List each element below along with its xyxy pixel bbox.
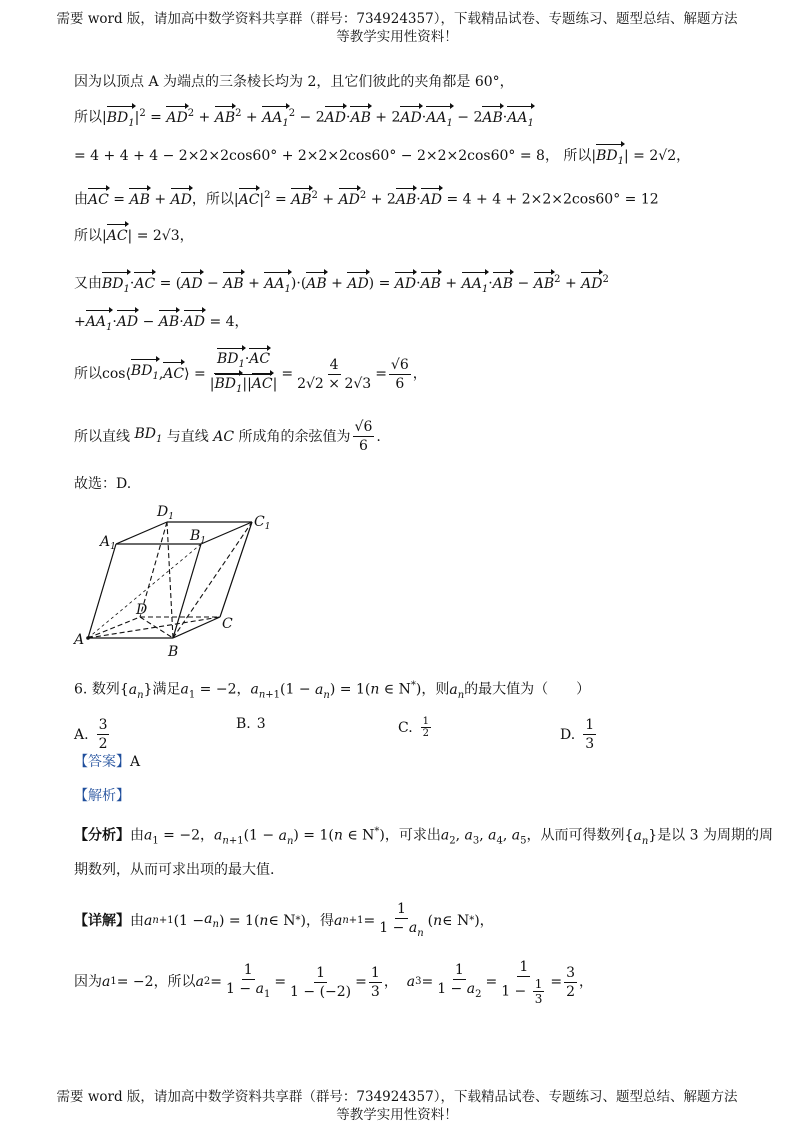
option-a[interactable] bbox=[74, 716, 111, 753]
eq-dot-product: 又由$BD_1\cdot AC = (AD$ − AB + $AA_1)\cdot(AB + AD) = AD\cdot AB + AA_1\cdot AB - AB^2 + AD^2$ bbox=[74, 270, 609, 299]
option-a-fraction: $\frac{3}{2}$ bbox=[98, 717, 108, 752]
header-line-2: 等教学实用性资料！ bbox=[336, 29, 458, 45]
parallelepiped-figure bbox=[60, 500, 290, 660]
fraction-cos-def: $\frac{BD_1\cdot AC}{|BD_1||AC|}$ bbox=[208, 350, 280, 399]
text-then: ，则 bbox=[421, 681, 450, 698]
label-a1: $A_1$ bbox=[100, 534, 116, 552]
label-b: B bbox=[168, 644, 179, 660]
text-so: 所以 bbox=[74, 109, 102, 126]
fraction-a3-calc: 1 1 − $\frac{1}{3}$ bbox=[501, 959, 543, 1006]
question-number: 6. bbox=[74, 681, 88, 698]
label-c: C bbox=[222, 616, 233, 632]
text-by: 由 bbox=[130, 827, 144, 844]
fraction-a2-def: $\frac{1}{1 - a_1}$ bbox=[226, 961, 271, 1000]
option-b[interactable] bbox=[236, 716, 266, 732]
fraction-cos-result: $\frac{√6}{6}$ bbox=[390, 356, 409, 392]
fraction-a2-calc: $\frac{1}{1 - (-2)}$ bbox=[290, 964, 352, 1000]
footer-line-2: 等教学实用性资料！ bbox=[336, 1107, 458, 1123]
conclusion: 所以直线 $BD_1$ 与直线 AC 所成角的余弦值为 $\frac{√6}{6}$ . bbox=[74, 419, 381, 454]
text-by: 由 bbox=[74, 191, 88, 208]
eq-ac-squared: 由AC = AB + AD，所以$|AC|^2 = AB^2 + AD^2 + 2AB\cdot AD = 4 + 4 + 2\times 2\times 2\cos 60^\circ = 12$ bbox=[74, 190, 659, 208]
eq-bd1-value: = 4 + 4 + 4 − 2×2×2cos60° + 2×2×2cos60° − 2×2×2cos60° = 8， 所以$|BD_1| = 2√2$， bbox=[74, 146, 690, 172]
xiangjie-line-2: 因为 a 1 = −2 ，所以 a 2 = $\frac{1}{1 - a_1}$ = $\frac{1}{1 - (-2)}$ = $\frac{1}{3}$ ， a 3 = $\frac{1}{1 - a_2}$ = 1 1 − $\frac{1}{3}$ = $\frac{3}{2}$ ， bbox=[74, 959, 594, 1006]
text-so: ，所以 bbox=[191, 191, 234, 208]
text-with-line: 与直线 bbox=[166, 428, 209, 445]
option-label: A. bbox=[74, 726, 89, 743]
xiangjie-tag: 【详解】 bbox=[74, 913, 130, 930]
option-c[interactable] bbox=[398, 716, 433, 739]
answer-line bbox=[74, 752, 140, 772]
eq-equals-4: = 4， bbox=[209, 314, 249, 330]
text-thus-sequence: ，从而可得数列 bbox=[526, 827, 625, 844]
fraction-cos-calc: $\frac{4}{2√2 \times 2√3}$ bbox=[297, 356, 372, 392]
fraction-a2-result: $\frac{1}{3}$ bbox=[370, 964, 380, 1000]
label-c1: $C_1$ bbox=[254, 514, 271, 532]
text-so: ，所以 bbox=[153, 974, 196, 990]
eq-dot-product-cont: $+AA_1\cdot AD - AB\cdot AD = 4$， bbox=[74, 312, 249, 338]
eq-cos: 所以 cos⟨ $BD_1$ , AC ⟩ = $\frac{BD_1\cdot AC}{|BD_1||AC|}$ = $\frac{4}{2√2 \times 2√3}$ = $\frac{√6}{6}$ ， bbox=[74, 350, 427, 399]
page-header bbox=[0, 10, 794, 46]
label-b1: $B_1$ bbox=[190, 528, 207, 546]
option-c-fraction: $\frac{1}{2}$ bbox=[422, 716, 430, 739]
page-footer bbox=[0, 1088, 794, 1124]
option-b-value: 3 bbox=[256, 716, 266, 732]
text-sequence: 数列 bbox=[91, 681, 120, 698]
fenxi-tag: 【分析】 bbox=[74, 827, 130, 844]
answer-tag: 【答案】 bbox=[74, 754, 130, 770]
eq-bd1-calc: = 4 + 4 + 4 − 2×2×2cos60° + 2×2×2cos60° − 2×2×2cos60° = 8， bbox=[74, 148, 559, 164]
option-d[interactable] bbox=[560, 716, 598, 753]
fraction-a3-def: $\frac{1}{1 - a_2}$ bbox=[437, 961, 482, 1000]
text-by: 由 bbox=[130, 913, 144, 930]
xiangjie-line-1: 【详解】 由 a n+1 (1 − $a_n$ ) = 1( n ∈ N * ) ，得 a n+1 = $\frac{1}{1 - a_n}$ ( n ∈ N * )， bbox=[74, 900, 494, 943]
analysis-tag: 【解析】 bbox=[74, 788, 130, 804]
fraction-recurrence: $\frac{1}{1 - a_n}$ bbox=[379, 901, 424, 939]
text-so: 所以 bbox=[74, 366, 102, 383]
text-can-find: ，可求出 bbox=[384, 827, 441, 844]
option-d-fraction: $\frac{1}{3}$ bbox=[585, 717, 595, 752]
option-label: C. bbox=[398, 719, 413, 736]
text-because: 因为 bbox=[74, 974, 102, 990]
fenxi-line-2: 期数列，从而可求出项的最大值. bbox=[74, 862, 275, 878]
text-satisfies: 满足 bbox=[152, 681, 181, 698]
choice-line: 故选：D. bbox=[74, 476, 132, 492]
text-so: 所以 bbox=[74, 228, 102, 244]
fenxi-line-1: 【分析】由$a_1 = -2$，$a_{n+1}(1 - a_n) = 1(n$ ∈ N*)，可求出$a_2$, $a_3$, $a_4$, $a_5$，从而可得数列$\{a_n\}$是以 3 为周期的周 bbox=[74, 826, 773, 847]
option-label: B. bbox=[236, 716, 251, 732]
question-6-stem: 6. 数列$\{a_n\}$满足$a_1 = -2$，$a_{n+1}(1 - a_n) = 1(n$ ∈ N*)，则$a_n$的最大值为（ ） bbox=[74, 680, 591, 701]
answer-value: A bbox=[130, 754, 141, 770]
footer-line-1: 需要 word 版，请加高中数学资料共享群（群号：734924357），下载精品试卷、专题练习、题型总结、解题方法 bbox=[56, 1089, 738, 1105]
solution-intro: 因为以顶点 A 为端点的三条棱长均为 2，且它们彼此的夹角都是 60°， bbox=[74, 74, 514, 90]
eq-ac-value: 所以|AC| = 2√3， bbox=[74, 228, 194, 244]
eq-ac-calc: = 4 + 4 + 2×2×2cos60° = 12 bbox=[446, 191, 659, 208]
text-conclusion-pre: 所以直线 bbox=[74, 428, 130, 445]
label-d1: $D_1$ bbox=[157, 504, 174, 522]
text-so: 所以 bbox=[563, 148, 592, 164]
eq-bd1-squared: 所以$|BD_1|^2 = AD^2 + AB^2 + AA_1^2 - 2AD\cdot AB + 2AD\cdot AA_1 - 2AB\cdot AA_1$ bbox=[74, 104, 534, 133]
text-also: 又由 bbox=[74, 275, 102, 292]
header-line-1: 需要 word 版，请加高中数学资料共享群（群号：734924357），下载精品试卷、专题练习、题型总结、解题方法 bbox=[56, 11, 738, 27]
text-period: 是以 3 为周期的周 bbox=[657, 827, 773, 844]
text-get: ，得 bbox=[305, 913, 334, 930]
label-a: A bbox=[74, 632, 85, 648]
text-cos-value: 所成角的余弦值为 bbox=[238, 428, 351, 445]
text-max-value: 的最大值为（ ） bbox=[464, 681, 591, 698]
option-label: D. bbox=[560, 726, 576, 743]
fraction-a3-result: $\frac{3}{2}$ bbox=[566, 964, 576, 1000]
label-d: D bbox=[136, 602, 148, 618]
fraction-final: $\frac{√6}{6}$ bbox=[354, 419, 373, 454]
